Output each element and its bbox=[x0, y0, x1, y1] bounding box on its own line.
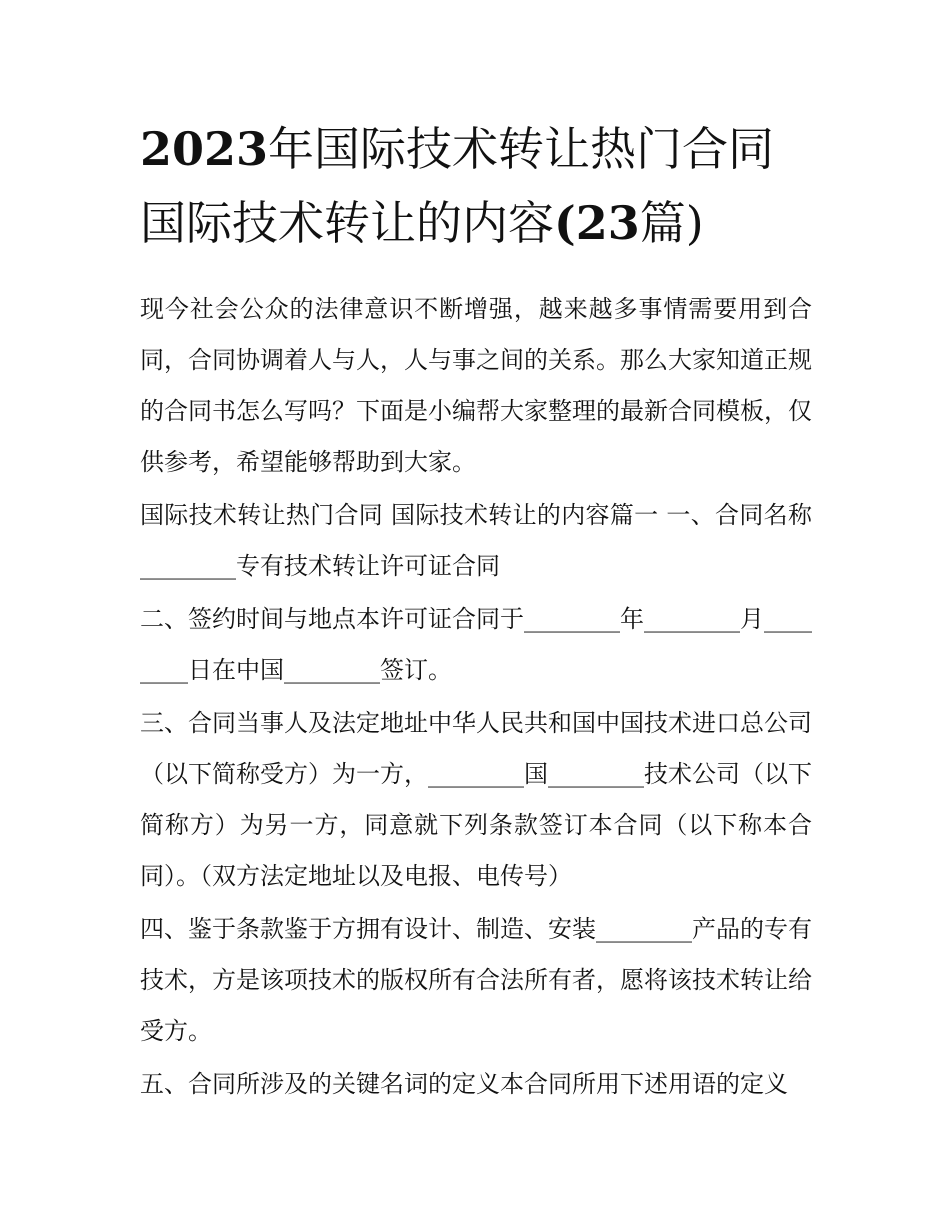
intro-paragraph: 现今社会公众的法律意识不断增强，越来越多事情需要用到合同，合同协调着人与人，人与事之间的关系。那么大家知道正规的合同书怎么写吗？下面是小编帮大家整理的最新合同模板，仅供参考，希望能够帮助到大家。 bbox=[140, 295, 812, 476]
definitions-paragraph: 五、合同所涉及的关键名词的定义本合同所用下述用语的定义 bbox=[140, 1070, 788, 1098]
title-line-1: 2023年国际技术转让热门合同 bbox=[140, 122, 775, 176]
contract-name-paragraph: 国际技术转让热门合同 国际技术转让的内容篇一 一、合同名称________专有技术转让许可证合同 bbox=[140, 501, 812, 580]
whereas-paragraph: 四、鉴于条款鉴于方拥有设计、制造、安装________产品的专有技术，方是该项技术的版权所有合法所有者，愿将该技术转让给受方。 bbox=[140, 915, 812, 1045]
signing-time-paragraph: 二、签约时间与地点本许可证合同于________年________月________日在中国________签订。 bbox=[140, 605, 812, 684]
title-emphasis: (23 bbox=[554, 196, 640, 250]
title-emphasis: 2023 bbox=[140, 122, 269, 176]
document-title bbox=[140, 112, 812, 260]
parties-paragraph: 三、合同当事人及法定地址中华人民共和国中国技术进口总公司（以下简称受方）为一方，________国________技术公司（以下简称方）为另一方，同意就下列条款签订本合同（以下称本合同）。（双方法定地址以及电报、电传号） bbox=[140, 709, 812, 890]
document-page bbox=[140, 112, 812, 1112]
title-line-2: 国际技术转让的内容(23篇) bbox=[140, 196, 704, 250]
